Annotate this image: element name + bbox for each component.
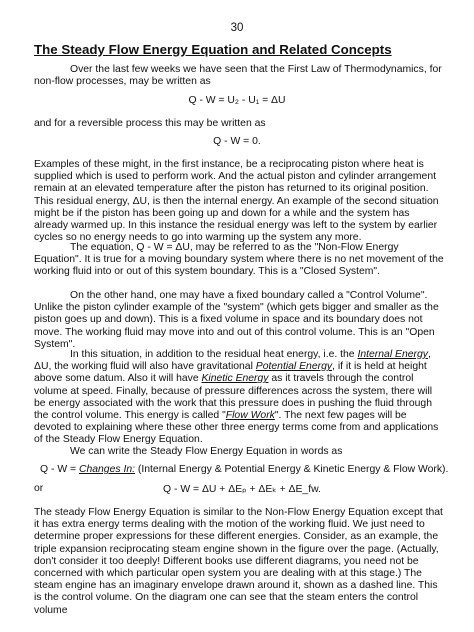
equation-reversible: Q - W = 0. — [213, 136, 261, 147]
section-title: The Steady Flow Energy Equation and Related Concepts — [34, 42, 392, 57]
paragraph-reversible: and for a reversible process this may be written as — [34, 118, 266, 129]
paragraph-intro: Over the last few weeks we have seen that the First Law of Thermodynamics, for non-flow processes, may be written as — [34, 64, 442, 88]
text-run: , ΔU, the working fluid will also have gravitational — [34, 349, 431, 373]
paragraph-non-flow: The equation, Q - W = ΔU, may be referred to as the "Non-Flow Energy Equation". It is true for a moving boundary system where there is no net movement of the working fluid into or out of this system boundary. This is a "Closed System". — [34, 242, 444, 278]
or-label: or — [34, 483, 44, 494]
text-run: , if it is held at height above some datum. Also it will have — [34, 361, 427, 385]
equation-lhs: Q - W = — [40, 464, 79, 475]
equation-sfee: Q - W = ΔU + ΔEₚ + ΔEₖ + ΔE_fw. — [163, 484, 321, 495]
paragraph-examples: Examples of these might, in the first instance, be a reciprocating piston where heat is supplied which is used to perform work. And the actual piston and cylinder arrangement remain at an elevated temperature after the piston has returned to its original position. This residual energy, ΔU, is then the internal energy. An example of the second situation might be if the piston has been going up and down for a while and the system has already warmed up. In this instance the residual energy was left to the system by earlier cycles so no energy needs to go into warming up the system any more. — [34, 159, 439, 244]
paragraph-energy-terms — [34, 349, 444, 447]
text-run: ". The next few pages will be devoted to explaining where these other three energy terms come from and applications of the Steady Flow Energy Equation. — [34, 410, 439, 446]
page-number: 30 — [230, 22, 244, 34]
equation-rhs: (Internal Energy & Potential Energy & Kinetic Energy & Flow Work). — [135, 464, 449, 475]
paragraph-steam-engine: The steady Flow Energy Equation is similar to the Non-Flow Energy Equation except that it has extra energy terms dealing with the motion of the working fluid. We just need to determine proper expressions for these different energies. Consider, as an example, the triple expansion reciprocating steam engine shown in the figure over the page. (Actually, don't consider it too deeply! Different books use different diagrams, you need not be concerned with which particular open system you are dealing with at this stage.) The steam engine has an imaginary envelope drawn around it, shown as a dashed line. This is the control volume. On the diagram one can see that the steam enters the control volume — [34, 507, 443, 616]
paragraph-control-volume: On the other hand, one may have a fixed boundary called a "Control Volume". Unlike the piston cylinder example of the "system" (which gets bigger and smaller as the piston goes up and down). This is a fixed volume in space and its boundary does not move. The working fluid may move into and out of this control volume. This is an "Open System". — [34, 290, 439, 350]
term-potential-energy: Potential Energy — [255, 361, 333, 373]
term-internal-energy: Internal Energy — [357, 349, 428, 360]
equation-first-law: Q - W = U₂ - U₁ = ΔU — [188, 95, 286, 106]
paragraph-words-intro: We can write the Steady Flow Energy Equation in words as — [70, 446, 343, 457]
text-run: as it travels through the control volume at speed. Finally, because of pressure differences across the system, there will be energy associated with the work that this pressure does in pushing the fluid through the control volume. This energy is called " — [34, 373, 433, 422]
term-kinetic-energy: Kinetic Energy — [201, 373, 269, 385]
term-flow-work: Flow Work — [225, 410, 275, 422]
equation-in-words — [40, 464, 448, 475]
text-run: In this situation, in addition to the residual heat energy, i.e. the — [70, 349, 358, 360]
changes-in-label: Changes In: — [78, 464, 136, 475]
